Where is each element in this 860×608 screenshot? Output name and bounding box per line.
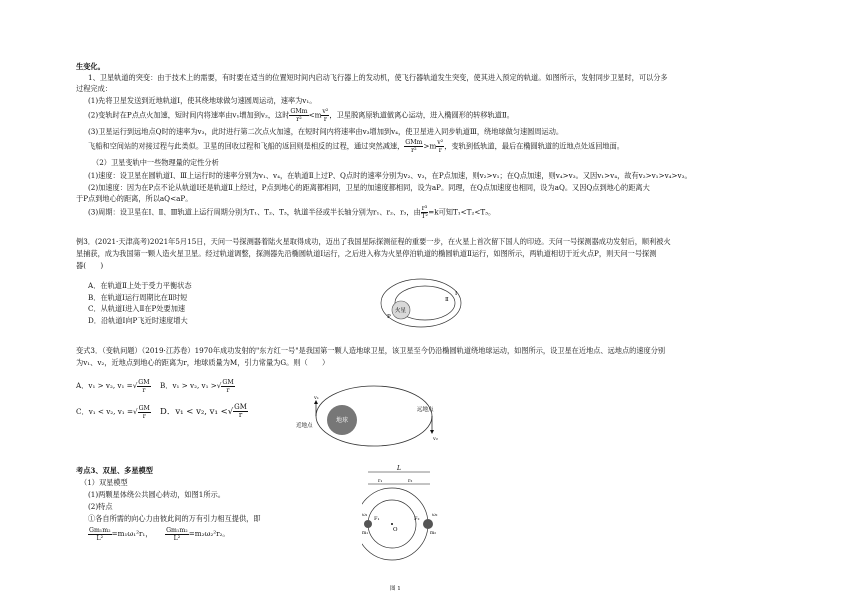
star-m2 bbox=[423, 519, 433, 529]
variant-option-b-expr: v₁ > v₂, v₁ > bbox=[172, 381, 217, 390]
mars-orbit-figure bbox=[375, 270, 465, 332]
fraction-gm1m2-l2-a: $\frac{\text{Gm₁m₂}}{\text{L²}}$ bbox=[89, 526, 111, 542]
option-d: D．沿轨道Ⅰ向P飞近时速度增大 bbox=[88, 316, 188, 325]
omega2-label: ω₂ bbox=[432, 513, 438, 518]
variant-option-c: C．v₁ < v₂, v₁ =√ $\frac{GM}{r}$ bbox=[76, 404, 150, 420]
example-3-line2: 星捕获，成为我国第一颗人造火星卫星。经过轨道调整，探测器先沿椭圆轨道Ⅰ运行，之后进入称为火星停泊轨道的椭圆轨道Ⅱ运行，如图所示，两轨道相切于近火点P，则天问一号探测 bbox=[76, 249, 657, 258]
binary-star-figure bbox=[362, 464, 442, 594]
option-c: C．从轨道Ⅰ进入Ⅱ在P处要加速 bbox=[88, 304, 186, 313]
figure-caption: 图 1 bbox=[390, 586, 401, 592]
v1-label: v₁ bbox=[314, 395, 319, 401]
paragraph-orbit-change-cont: 过程完成： bbox=[76, 84, 112, 93]
analysis-period: (3)周期：设卫星在Ⅰ、Ⅱ、Ⅲ轨道上运行周期分别为T₁、T₂、T₃，轨道半径或半长轴分别为r₁、r₂、r₃，由 $\frac{\text{r³}}{\text{T²}}$ =k可知T₁<T₂<T₃。 bbox=[88, 205, 496, 220]
v2-label: v₂ bbox=[433, 436, 438, 442]
binary-point-2: (2)特点 bbox=[88, 502, 113, 511]
variant-option-a: A．v₁ > v₂, v₁ =√ $\frac{GM}{r}$ bbox=[76, 378, 150, 394]
paragraph-orbit-change: 1、卫星轨道的突变：由于技术上的需要，有时要在适当的位置短时间内启动飞行器上的发动机，使飞行器轨道发生突变，使其进入预定的轨道。如图所示，发射同步卫星时，可以分多 bbox=[88, 73, 668, 82]
center-o-label: O bbox=[393, 527, 398, 533]
star-m1 bbox=[364, 520, 372, 528]
fraction-gmm-r2-b: $\frac{\text{GMm}}{\text{r²}}$ bbox=[405, 139, 423, 154]
perigee-label: 近地点 bbox=[296, 423, 313, 429]
example-3-line1: 例3．(2021·天津高考)2021年5月15日，天问一号探测器着陆火星取得成功，迈出了我国星际探测征程的重要一步，在火星上首次留下国人的印迹。天问一号探测器成功发射后，顺利被火 bbox=[76, 237, 671, 246]
orbit-1-label: Ⅰ bbox=[455, 291, 458, 297]
f1-label: F₁ bbox=[374, 516, 380, 522]
step-2: (2)变轨时在P点点火加速，短时间内将速率由v₁增加到v₂，这时 $\frac{\text{GMm}}{\text{r²}}$ <m $\frac{\text{v²}}{r}$ ，卫星脱离原轨道做离心运动，进入椭圆形的转移轨道Ⅱ。 bbox=[88, 108, 514, 123]
recovery-paragraph: 飞船和空间站的对接过程与此类似。卫星的回收过程和飞船的返回则是相反的过程，通过突然减速， $\frac{\text{GMm}}{\text{r²}}$ >m $\frac{\text{v²}}{r}$ ，变轨到低轨道，最后在椭圆轨道的近地点处返回地面。 bbox=[88, 139, 624, 154]
apogee-label: 远地点 bbox=[417, 407, 434, 413]
binary-equations: $\frac{\text{Gm₁m₂}}{\text{L²}}$ =m₁ω₁²r₁， $\frac{\text{Gm₁m₂}}{\text{L²}}$ =m₂ω₂²r₂。 bbox=[89, 526, 230, 542]
step-1: (1)先将卫星发送到近地轨道Ⅰ，使其绕地球做匀速圆周运动，速率为v₁。 bbox=[88, 96, 317, 105]
step-3: (3)卫星运行到远地点Q时的速率为v₃，此时进行第二次点火加速，在短时间内将速率由v₃增加到v₄，使卫星进入同步轨道Ⅲ，绕地球做匀速圆周运动。 bbox=[88, 127, 564, 136]
point-p-label: P bbox=[387, 314, 391, 320]
variant-option-d: D．v₁ < v₂, v₁ <√ $\frac{GM}{r}$ bbox=[160, 403, 247, 419]
fraction-v2-r: $\frac{\text{v²}}{r}$ bbox=[322, 108, 329, 123]
variant-option-a-expr: v₁ > v₂, v₁ = bbox=[88, 381, 133, 390]
variant-option-d-expr: v₁ < v₂, v₁ < bbox=[175, 407, 228, 417]
binary-point-3: ①各自所需的向心力由彼此间的万有引力相互提供，即 bbox=[88, 514, 261, 523]
example-3-line3: 器( ) bbox=[76, 261, 104, 270]
omega1-label: ω₁ bbox=[362, 513, 368, 518]
option-a: A．在轨道Ⅱ上处于受力平衡状态 bbox=[88, 281, 192, 290]
sqrt-gm-r-a: $\frac{GM}{r}$ bbox=[138, 378, 150, 394]
sqrt-gm-r-d: $\frac{GM}{r}$ bbox=[234, 403, 247, 419]
r1-label: r₁ bbox=[378, 478, 383, 484]
l-label: L bbox=[397, 465, 401, 472]
binary-point-1: (1)两颗星体绕公共圆心转动，如图1所示。 bbox=[88, 490, 225, 499]
binary-model-heading: （1）双星模型 bbox=[80, 478, 128, 487]
orbit-2-label: Ⅱ bbox=[445, 297, 449, 303]
section-heading: 生变化。 bbox=[76, 62, 105, 71]
variant-option-b: B．v₁ > v₂, v₁ >√ $\frac{GM}{r}$ bbox=[160, 378, 234, 394]
fraction-v2-r-b: $\frac{\text{v²}}{r}$ bbox=[437, 139, 444, 154]
variant-3-line1: 变式3．（变轨问题）（2019·江苏卷）1970年成功发射的"东方红一号"是我国第一颗人造地球卫星，该卫星至今仍沿椭圆轨道绕地球运动，如图所示，设卫星在近地点、远地点的速度分别 bbox=[76, 346, 666, 355]
fraction-gm1m2-l2-b: $\frac{\text{Gm₁m₂}}{\text{L²}}$ bbox=[166, 526, 188, 542]
analysis-acceleration: (2)加速度：因为在P点不论从轨道Ⅰ还是轨道Ⅱ上经过，P点到地心的距离都相同，卫星的加速度都相同，设为aP。同理，在Q点加速度也相同，设为aQ。又因Q点到地心的距离大 bbox=[88, 183, 650, 192]
subheading-2: （2）卫星变轨中一些物理量的定性分析 bbox=[92, 158, 219, 167]
m2-label: m₂ bbox=[430, 531, 437, 536]
variant-option-c-expr: v₁ < v₂, v₁ = bbox=[88, 407, 133, 416]
sqrt-gm-r-b: $\frac{GM}{r}$ bbox=[222, 378, 234, 394]
sqrt-gm-r-c: $\frac{GM}{r}$ bbox=[138, 404, 150, 420]
m1-label: m₁ bbox=[362, 531, 369, 536]
analysis-acceleration-cont: 于P点到地心的距离，所以aQ<aP。 bbox=[76, 194, 193, 203]
option-b: B．在轨道Ⅰ运行周期比在Ⅱ时短 bbox=[88, 293, 188, 302]
analysis-speed: (1)速度：设卫星在圆轨道Ⅰ、Ⅲ上运行时的速率分别为v₁、v₄，在轨道Ⅱ上过P、Q点时的速率分别为v₂、v₃，在P点加速，则v₂>v₁；在Q点加速，则v₄>v₃。又因v₁>v₄，故有v₂>v₁>v₄>v₃。 bbox=[88, 171, 692, 180]
fraction-gmm-r2: $\frac{\text{GMm}}{\text{r²}}$ bbox=[290, 108, 308, 123]
v2-arrowhead bbox=[430, 430, 434, 434]
earth-orbit-figure bbox=[292, 380, 442, 450]
r2-label: r₂ bbox=[408, 478, 413, 484]
center-o bbox=[391, 523, 393, 525]
step-2-text-end: ，卫星脱离原轨道做离心运动，进入椭圆形的转移轨道Ⅱ。 bbox=[329, 110, 514, 120]
earth-label: 地球 bbox=[336, 417, 349, 424]
variant-3-line2: 为v₁、v₂，近地点到地心的距离为r，地球质量为M，引力常量为G。则（ ） bbox=[76, 358, 330, 367]
step-2-text: (2)变轨时在P点点火加速，短时间内将速率由v₁增加到v₂，这时 bbox=[88, 110, 290, 120]
section-binary-star: 考点3、双星、多星模型 bbox=[76, 466, 153, 475]
f2-label: F₂ bbox=[414, 516, 420, 522]
mars-label: 火星 bbox=[395, 308, 407, 314]
fraction-r3-t2: $\frac{\text{r³}}{\text{T²}}$ bbox=[421, 205, 428, 220]
